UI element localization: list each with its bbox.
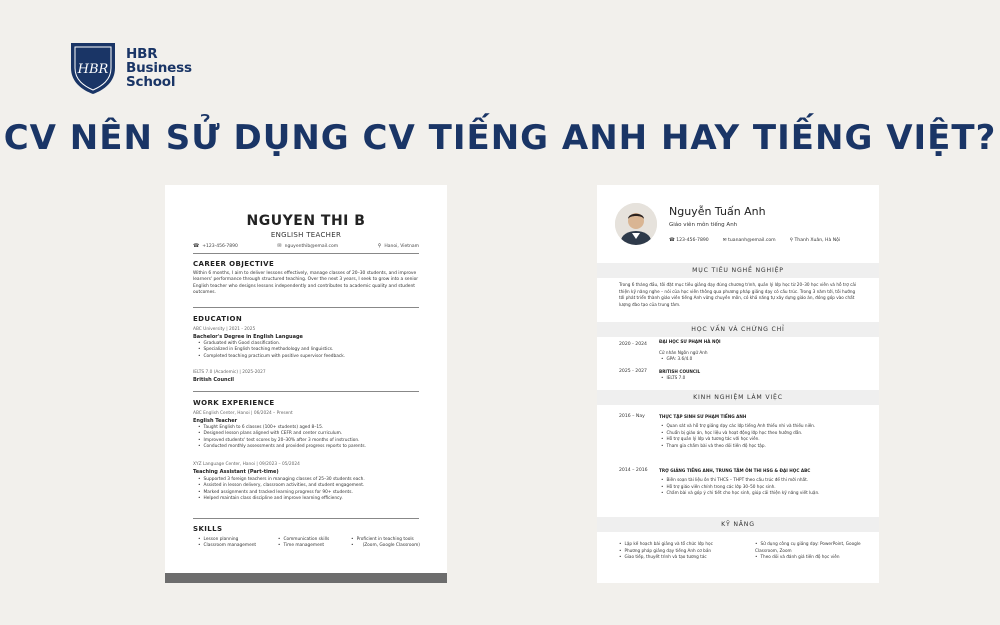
list-item: • Theo dõi và đánh giá tiến độ học viên — [755, 554, 863, 561]
list-item: • IELTS 7.0 — [661, 375, 685, 382]
phone-icon: ☎ — [669, 238, 677, 243]
list-item: • Time management — [278, 543, 329, 549]
cv2-phone — [669, 238, 709, 243]
cv2-objective-heading: MỤC TIÊU NGHỀ NGHIỆP — [597, 263, 879, 278]
cv2-edu2-org: BRITISH COUNCIL — [659, 369, 701, 374]
cv2-name: Nguyễn Tuấn Anh — [669, 205, 766, 218]
list-item: • Classroom management — [198, 543, 256, 549]
list-item: • Proficient in teaching tools — [351, 537, 420, 543]
list-item: • Phương pháp giảng dạy tiếng Anh cơ bản — [619, 548, 737, 555]
shield-logo-icon — [68, 40, 118, 96]
cv2-objective-text: Trong 6 tháng đầu, tôi đặt mục tiêu giảng dạy đúng chương trình, quản lý lớp học từ 20–30 học viên và hỗ trợ cải thiện kỹ năng nghe – nói của học viên thông qua phương pháp giảng dạy có cấu trúc. Trong 3 năm tới, tôi hướng tới phát triển thành giáo viên tiếng Anh vững chuyên môn, có khả năng tự xây dựng giáo án, đóng góp vào chất lượng đào tạo của trung tâm. — [619, 282, 857, 307]
list-item: • GPA: 3.6/4.0 — [661, 356, 692, 363]
cv2-edu1-list — [661, 356, 692, 363]
cv1-location-text: Hanoi, Vietnam — [384, 244, 419, 249]
english-cv-sample — [165, 185, 447, 583]
email-icon: ✉ — [722, 238, 729, 243]
cv2-job1-date: 2016 – Nay — [619, 414, 645, 419]
list-item: • Designed lesson plans aligned with CEFR and center curriculum. — [198, 431, 419, 437]
list-item: • Chấm bài và góp ý chi tiết cho học sinh, giúp cải thiện kỹ năng viết luận. — [661, 490, 819, 497]
cv2-edu1-degree: Cử nhân Ngôn ngữ Anh — [659, 350, 708, 355]
cv2-job2-title: TRỢ GIẢNG TIẾNG ANH, TRUNG TÂM ÔN THI HSG & ĐẠI HỌC ABC — [659, 468, 811, 473]
cv2-job1-list — [661, 423, 815, 450]
cv1-email — [277, 243, 338, 249]
cv2-job2-date: 2014 – 2016 — [619, 468, 648, 473]
cv1-job2-title: Teaching Assistant (Part-time) — [193, 469, 279, 475]
list-item: • Communication skills — [278, 537, 329, 543]
cv2-experience-heading: KINH NGHIỆM LÀM VIỆC — [597, 390, 879, 405]
list-item-text: (Zoom, Google Classroom) — [362, 543, 420, 549]
logo-line-2: Business — [126, 60, 192, 76]
cv2-edu2-list — [661, 375, 685, 382]
list-item: • Lập kế hoạch bài giảng và tổ chức lớp học — [619, 541, 737, 548]
cv1-location — [378, 243, 419, 249]
location-pin-icon: ⚲ — [789, 238, 795, 243]
cv1-skills-heading: SKILLS — [193, 525, 223, 533]
list-item: • Hỗ trợ giáo viên chính trong các lớp 30–50 học sinh. — [661, 484, 819, 491]
list-item: • Lesson planning — [198, 537, 256, 543]
cv1-name: NGUYEN THI B — [246, 213, 366, 229]
cv2-skills-col-1 — [619, 541, 737, 561]
list-item: • Improved students' test scores by 20–30% after 3 months of instruction. — [198, 438, 419, 444]
cv2-job1-title: THỰC TẬP SINH SƯ PHẠM TIẾNG ANH — [659, 414, 747, 419]
cv2-location — [790, 238, 841, 243]
hbr-logo — [68, 40, 192, 96]
list-item: • Quan sát và hỗ trợ giảng dạy các lớp tiếng Anh thiếu nhi và thiếu niên. — [661, 423, 815, 430]
cv2-email-text: tuananh@email.com — [728, 238, 776, 243]
list-item: • Taught English to 6 classes (100+ students) aged 8–15. — [198, 425, 419, 431]
cv1-edu2-meta: IELTS 7.0 (Academic) | 2025-2027 — [193, 370, 266, 375]
divider — [193, 253, 419, 254]
list-item: • Biên soạn tài liệu ôn thi THCS – THPT theo cấu trúc đề thi mới nhất. — [661, 477, 819, 484]
list-item: • Assisted in lesson delivery, classroom activities, and student engagement. — [198, 483, 419, 489]
list-item: • Helped maintain class discipline and improve learning efficiency. — [198, 496, 419, 502]
cv1-edu2-org: British Council — [193, 377, 234, 383]
cv1-skills-col-1 — [198, 537, 256, 550]
cv1-edu1-degree: Bachelor's Degree in English Language — [193, 334, 303, 340]
cv1-skills-col-3 — [351, 537, 420, 550]
list-item: • Chuẩn bị giáo án, học liệu và hoạt động lớp học theo hướng dẫn. — [661, 430, 815, 437]
logo-monogram: HBR — [77, 62, 109, 77]
cv1-career-heading: CAREER OBJECTIVE — [193, 260, 275, 268]
cv2-skills-col-2 — [755, 541, 863, 561]
profile-photo — [615, 203, 657, 245]
cv1-job2-meta: XYZ Language Center, Hanoi | 09/2023 – 05/2024 — [193, 462, 300, 467]
list-item: • Sử dụng công cụ giảng dạy: PowerPoint, Google Classroom, Zoom — [755, 541, 863, 554]
cv1-edu1-list — [198, 341, 419, 360]
cv1-role: ENGLISH TEACHER — [270, 231, 342, 239]
logo-line-3: School — [126, 74, 176, 90]
cv1-edu1-meta: ABC University | 2021 - 2025 — [193, 327, 256, 332]
cv1-phone — [193, 243, 238, 249]
cv2-location-text: Thanh Xuân, Hà Nội — [794, 238, 841, 243]
person-avatar-icon — [615, 203, 657, 245]
cv1-job1-meta: ABC English Center, Hanoi | 06/2024 – Present — [193, 411, 293, 416]
list-item: • Conducted monthly assessments and provided progress reports to parents. — [198, 444, 419, 450]
email-icon: ✉ — [277, 243, 282, 249]
cv1-job1-title: English Teacher — [193, 418, 238, 424]
list-item: • Giao tiếp, thuyết trình và tạo tương tác — [619, 554, 737, 561]
cv1-contact-row — [193, 243, 419, 249]
footer-bar — [165, 573, 447, 583]
cv2-email — [723, 238, 776, 243]
list-item-continuation — [351, 543, 420, 549]
vietnamese-cv-sample — [597, 185, 879, 583]
cv1-skills-col-2 — [278, 537, 329, 550]
list-item: • Marked assignments and tracked learning progress for 90+ students. — [198, 490, 419, 496]
logo-line-1: HBR — [126, 46, 158, 62]
cv1-email-text: nguyenthib@email.com — [284, 244, 339, 249]
cv2-edu1-date: 2020 - 2024 — [619, 342, 647, 347]
cv1-job2-list — [198, 477, 419, 503]
list-item: • Tham gia chấm bài và theo dõi tiến độ học tập. — [661, 443, 815, 450]
list-item: • Supported 3 foreign teachers in managing classes of 25–30 students each. — [198, 477, 419, 483]
logo-wordmark — [126, 47, 192, 89]
cv2-role: Giáo viên môn tiếng Anh — [669, 222, 738, 228]
cv2-phone-text: 123-456-7890 — [676, 238, 709, 243]
cv1-skills-grid — [198, 537, 420, 550]
cv1-phone-text: +123-456-7890 — [202, 244, 238, 249]
divider — [193, 307, 419, 308]
location-pin-icon: ⚲ — [377, 243, 382, 249]
cv1-job1-list — [198, 425, 419, 451]
divider — [193, 391, 419, 392]
cv1-career-text: Within 6 months, I aim to deliver lessons effectively, manage classes of 20–30 students, and improve learners' performance through structured teaching. Over the next 3 years, I seek to grow into a senior English teacher who designs lessons independently and contributes to academic quality and student outcomes. — [193, 271, 419, 295]
divider — [193, 518, 419, 519]
cv2-job2-list — [661, 477, 819, 497]
cv2-education-heading: HỌC VẤN VÀ CHỨNG CHỈ — [597, 322, 879, 337]
cv2-skills-heading: KỸ NĂNG — [597, 517, 879, 532]
phone-icon: ☎ — [193, 243, 200, 249]
cv1-work-heading: WORK EXPERIENCE — [193, 399, 275, 407]
cv2-contact-row — [669, 238, 869, 243]
list-item: • Completed teaching practicum with positive supervisor feedback. — [198, 354, 419, 360]
cv2-edu2-date: 2025 - 2027 — [619, 369, 647, 374]
page-title: CV NÊN SỬ DỤNG CV TIẾNG ANH HAY TIẾNG VIỆT? — [3, 118, 997, 158]
cv2-edu1-school: ĐẠI HỌC SƯ PHẠM HÀ NỘI — [659, 339, 721, 344]
list-item: • Specialized in English teaching methodology and linguistics. — [198, 347, 419, 353]
list-item: • Graduated with Good classification. — [198, 341, 419, 347]
list-item: • Hỗ trợ quản lý lớp và tương tác với học viên. — [661, 436, 815, 443]
cv1-education-heading: EDUCATION — [193, 315, 243, 323]
